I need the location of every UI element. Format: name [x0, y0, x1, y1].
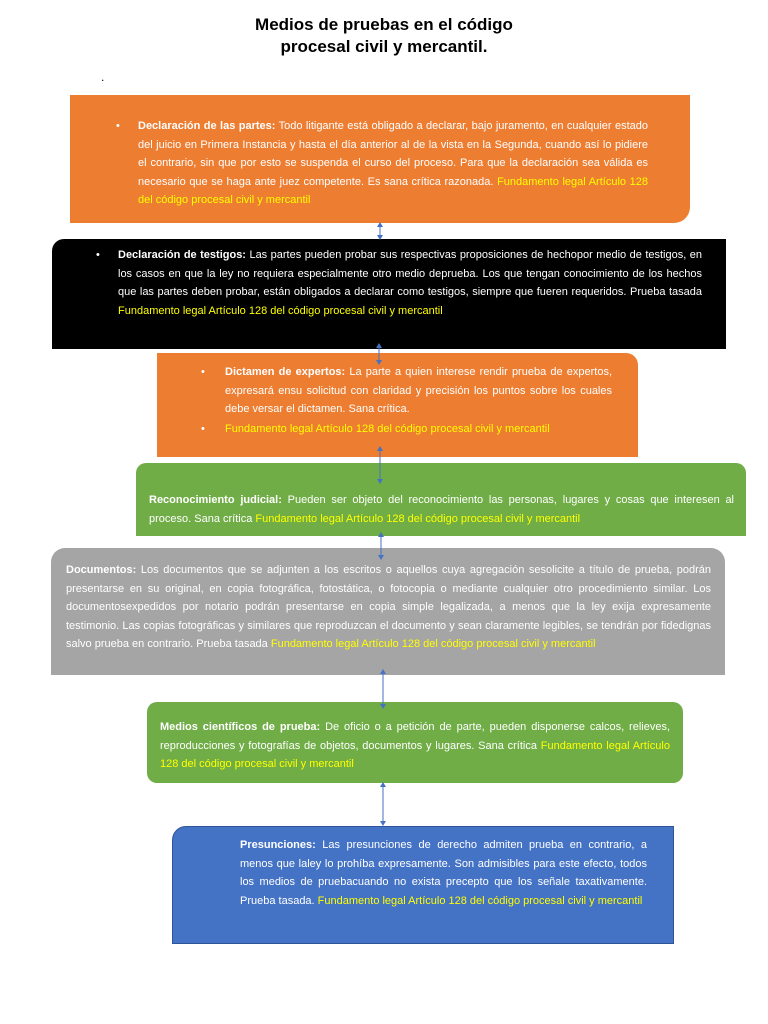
box-heading: Medios científicos de prueba:: [160, 721, 321, 733]
box-heading: Presunciones:: [240, 839, 316, 851]
box-heading: Documentos:: [66, 564, 137, 576]
bullet-marker: •: [201, 422, 205, 435]
stray-dot: .: [101, 70, 105, 84]
box-reconocimiento-judicial: [136, 463, 746, 536]
connector-arrow-2: [374, 343, 384, 365]
box-text: Pueden ser objeto del reconocimiento las personas, lugares y cosas que interesen al proceso. Sana crítica: [149, 494, 735, 525]
box-presunciones: [172, 826, 674, 944]
legal-reference: Fundamento legal Artículo 128 del código procesal civil y mercantil: [255, 512, 581, 525]
legal-reference: Fundamento legal Artículo 128 del código procesal civil y mercantil: [138, 175, 648, 206]
box-text: Las partes pueden probar sus respectivas proposiciones de hechopor medio de testigos, en los casos en que la ley no requiera especialmente otro medio deprueba. Los que tengan conocimiento de los hechos que las partes deben probar, están obligados a declarar como testigos, siempre que fueren requeridos. Prueba tasada: [118, 249, 703, 298]
legal-reference: Fundamento legal Artículo 128 del código procesal civil y mercantil: [225, 422, 550, 435]
box-text: Los documentos que se adjunten a los escritos o aquellos cuya agregación sesolicite a título de prueba, podrán presentarse en su original, en copia fotográfica, fotostática, o fotocopia o mediante cualquier otro procedimiento similar. Los documentosexpedidos por notario podrán presentarse en copia simple legalizada, a menos que la ley exija expresamente testimonio. Las copias fotográficas y similares que reproduzcan el documento y sean claramente legibles, se tendrán por fidedignas salvo prueba en contrario. Prueba tasada: [66, 564, 711, 650]
box-medios-cientificos: [147, 702, 683, 783]
connector-arrow-1: [375, 222, 385, 240]
page-title: [0, 14, 768, 58]
connector-arrow-3: [375, 446, 385, 484]
bullet-marker: •: [201, 366, 205, 378]
box-heading: Declaración de las partes:: [138, 120, 276, 132]
box-declaracion-partes: [70, 95, 690, 223]
box-text: Todo litigante está obligado a declarar, bajo juramento, en cualquier estado del juicio en Primera Instancia y hasta el día anterior al de la vista en la Segunda, cuando así lo pidiere el contrario, sin que por esto se suspenda el curso del proceso. Para que la declaración sea válida es necesario que se haga ante juez competente. Es sana crítica razonada.: [138, 120, 648, 188]
bullet-marker: •: [96, 249, 100, 261]
box-text: Las presunciones de derecho admiten prueba en contrario, a menos que laley lo prohíba expresamente. Son admisibles para este efecto, todos los medios de pruebacuando no exista precepto que los señale taxativamente. Prueba tasada.: [240, 839, 647, 907]
box-heading: Declaración de testigos:: [118, 249, 246, 261]
box-text: De oficio o a petición de parte, pueden disponerse calcos, relieves, reproducciones y fotografías de objetos, documentos y lugares. Sana crítica: [160, 721, 671, 752]
connector-arrow-6: [378, 782, 388, 826]
legal-reference: Fundamento legal Artículo 128 del código procesal civil y mercantil: [270, 638, 596, 650]
title-line-2: procesal civil y mercantil.: [280, 37, 488, 56]
connector-arrow-5: [378, 669, 388, 709]
box-documentos: [51, 548, 725, 675]
box-heading: Dictamen de expertos:: [225, 366, 346, 378]
box-heading: Reconocimiento judicial:: [149, 494, 282, 506]
legal-reference: Fundamento legal Artículo 128 del código procesal civil y mercantil: [160, 739, 670, 770]
box-dictamen-expertos: [157, 353, 638, 457]
box-declaracion-testigos: [52, 239, 726, 349]
bullet-marker: •: [116, 120, 120, 132]
title-line-1: Medios de pruebas en el código: [255, 15, 513, 34]
box-text: La parte a quien interese rendir prueba de expertos, expresará ensu solicitud con claridad y precisión los puntos sobre los cuales debe versar el dictamen. Sana crítica.: [225, 366, 612, 415]
legal-reference: Fundamento legal Artículo 128 del código procesal civil y mercantil: [317, 894, 643, 907]
connector-arrow-4: [376, 532, 386, 560]
legal-reference: Fundamento legal Artículo 128 del código procesal civil y mercantil: [118, 304, 443, 317]
